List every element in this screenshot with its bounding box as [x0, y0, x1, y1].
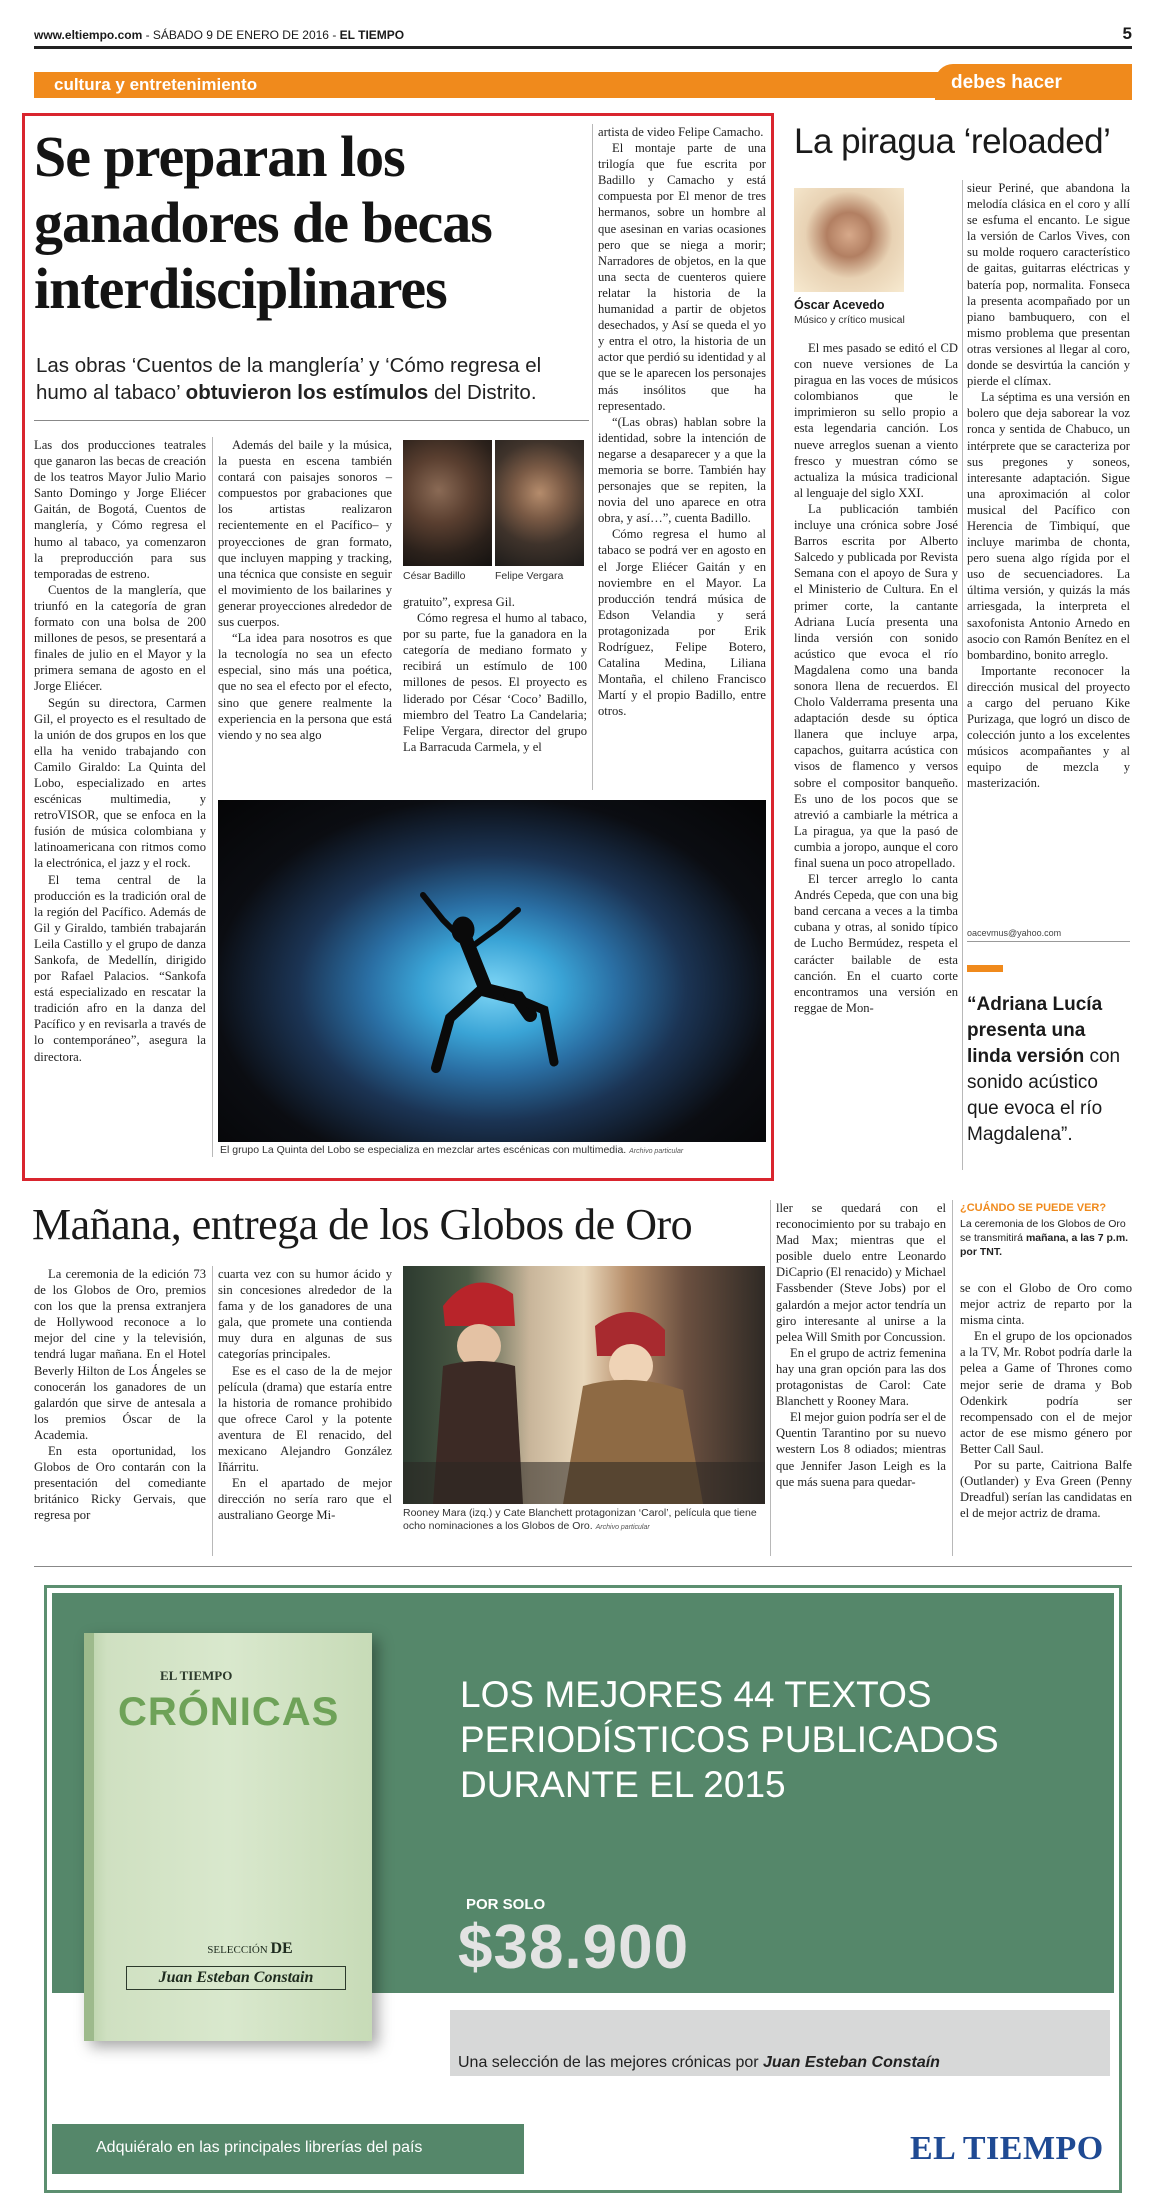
site-url[interactable]: www.eltiempo.com	[34, 28, 143, 42]
glob-c3-p3: El mejor guion podría ser el de Quentin Tarantino por su nuevo western Los 8 odiados; mientras que Jennifer Jason Leigh es la que más suena para quedar-	[776, 1410, 946, 1489]
main-c2-p2: “La idea para nosotros es que la tecnología no sea un efecto especial, sino más una poética, que no sea el efecto por el efecto, sino que genere realmente la experiencia en la persona que está viendo y no sea algo	[218, 631, 392, 742]
glob-c4-p2: En el grupo de los opcionados a la TV, Mr. Robot podría darle la pelea a Game of Thrones como mejor serie de drama y Bob Odenkirk podría ser recompensado con el de mejor actor de ese mismo género por Better Call Saul.	[960, 1329, 1132, 1456]
book-spine	[84, 1633, 94, 2041]
author-name: Óscar Acevedo	[794, 298, 885, 312]
main-column-4	[598, 124, 766, 719]
pir-c2-p2: La séptima es una versión en bolero que deja saborear la voz ronca y sentida de Chabuco, un intérprete que se caracteriza por sus pregones y soneos, interesante adaptación. Sigue una aproximación al color musical del Pacífico con Herencia de Timbiquí, que incluye marimba de chonta, pero suena algo rígida por el uso de secuenciadores. La última versión, y quizás la más arriesgada, la interpreta el saxofonista Antonio Arnedo en asocio con Ramón Benítez en el bombardino, bonito arreglo.	[967, 390, 1130, 662]
glob-c2-p3: En el apartado de mejor dirección no sería raro que el australiano George Mi-	[218, 1476, 392, 1523]
broadcast-title: ¿CUÁNDO SE PUEDE VER?	[960, 1202, 1107, 1214]
dancer-caption-text: El grupo La Quinta del Lobo se especializa en mezclar artes escénicas con multimedia.	[220, 1144, 627, 1156]
main-deck	[36, 352, 584, 406]
pullquote-marker	[967, 965, 1003, 972]
section-tag	[935, 64, 1132, 100]
main-headline-line1: Se preparan los	[34, 124, 405, 189]
page-header	[34, 24, 1132, 46]
pullquote-regular: con sonido acústico que evoca el río Magdalena”.	[967, 1046, 1121, 1145]
ad-headline-line2: PERIODÍSTICOS PUBLICADOS	[460, 1719, 999, 1760]
glob-c4-p1: se con el Globo de Oro como mejor actriz de reparto por la misma cinta.	[960, 1281, 1132, 1328]
main-column-1	[34, 437, 206, 1065]
ad-headline-line1: LOS MEJORES 44 TEXTOS	[460, 1674, 932, 1715]
main-column-2	[218, 437, 392, 743]
broadcast-text-bold: mañana, a las 7 p.m. por TNT.	[960, 1232, 1129, 1258]
deck-rule	[34, 420, 589, 421]
dancer-photo-credit: Archivo particular	[629, 1148, 684, 1155]
carol-caption	[403, 1507, 765, 1534]
glob-c4-p3: Por su parte, Caitriona Balfe (Outlander) y Eva Green (Penny Dreadful) serían las candidatas en el de mejor actriz de drama.	[960, 1458, 1132, 1521]
dancer-photo	[218, 800, 766, 1142]
glob-c3-p2: En el grupo de actriz femenina hay una gran opción para las dos protagonistas de Carol: Cate Blanchett y Rooney Mara.	[776, 1345, 946, 1409]
section-title: cultura y entretenimiento	[54, 75, 258, 94]
ad-price: $38.900	[458, 1913, 690, 1982]
portrait-felipe-vergara	[495, 440, 584, 566]
section-rule	[34, 1566, 1132, 1567]
ad-cta-button[interactable]	[52, 2124, 524, 2174]
main-c1-p3: Según su directora, Carmen Gil, el proyecto es el resultado de la unión de dos grupos en los que ella ha venido trabajando con Camilo Giraldo: La Quinta del Lobo, especializado en artes escénicas multimedia, y retroVISOR, que se enfoca en la fusión de música colombiana y latinoamericana con ritmos como la electrónica, el jazz y el rock.	[34, 695, 206, 871]
globos-column-4	[960, 1280, 1132, 1521]
carol-photo	[403, 1266, 765, 1504]
globos-column-1	[34, 1266, 206, 1524]
glob-c2-p1: cuarta vez con su humor ácido y sin concesiones alrededor de la fama y de los ganadores de una gala, que promete una contienda muy dura en algunas de sus categorías principales.	[218, 1267, 392, 1362]
deck-end: del Distrito.	[428, 381, 537, 404]
page-number: 5	[1122, 24, 1132, 43]
col-divider	[212, 1266, 213, 1556]
author-photo	[794, 188, 904, 292]
book-author: Juan Esteban Constain	[126, 1966, 346, 1990]
glob-c1-p2: En esta oportunidad, los Globos de Oro contarán con la presentación del comediante británico Ricky Gervais, que regresa por	[34, 1444, 206, 1523]
main-c2-p1: Además del baile y la música, la puesta en escena también contará con paisajes sonoros –compuestos por grabaciones que los artistas realizaron recientemente en el Pacífico– y proyecciones de gran formato, que incluyen mapping y tracking, una técnica que consiste en seguir el movimiento de los bailarines y generar proyecciones alrededor de sus cuerpos.	[218, 438, 392, 630]
pullquote-bold: “Adriana Lucía presenta una linda versión	[967, 994, 1103, 1067]
col-divider	[952, 1200, 953, 1556]
main-c4-p1: artista de video Felipe Camacho.	[598, 125, 764, 139]
book-title: CRÓNICAS	[118, 1690, 340, 1734]
main-c4-p4: Cómo regresa el humo al tabaco se podrá ver en agosto en el Jorge Eliécer Gaitán y en noviembre en el Mayor. La producción tendrá música de Edson Velandia y será protagonizada por Erik Rodríguez, Felipe Botero, Catalina Medina, Liliana Montaña, el chileno Francisco Martí y el propio Badillo, entre otros.	[598, 527, 766, 719]
piragua-column-2	[967, 180, 1130, 792]
portrait-cesar-badillo	[403, 440, 492, 566]
ad-headline-line3: DURANTE EL 2015	[460, 1764, 786, 1805]
piragua-column-1	[794, 340, 958, 1016]
broadcast-text	[960, 1217, 1132, 1259]
header-paper: EL TIEMPO	[339, 28, 405, 42]
dancer-caption	[220, 1144, 766, 1156]
broadcast-box	[960, 1202, 1132, 1259]
globos-headline: Mañana, entrega de los Globos de Oro	[32, 1200, 693, 1249]
main-headline	[34, 124, 594, 322]
book-selection	[150, 1940, 350, 1958]
main-c1-p1: Las dos producciones teatrales que ganaron las becas de creación de los teatros Mayor Julio Mario Santo Domingo y Jorge Eliécer Gaitán, de Bogotá, Cuentos de manglería, y Cómo regresa el humo al tabaco, ya comenzaron la preproducción para sus temporadas de estreno.	[34, 438, 206, 581]
section-tag-label: debes hacer	[951, 72, 1062, 93]
main-column-3	[403, 594, 587, 755]
col-divider	[962, 180, 963, 1170]
pir-c2-p1: sieur Periné, que abandona la melodía clásica en el coro y allí se esfuma el encanto. Le sigue la versión de Carlos Vives, con su molde roquero característico de gaitas, guitarras eléctricas y batería pop, normalita. Fonseca la presenta acompañado por un piano bambuquero, con el mismo problema que presentan otras versiones al llegar al coro, donde se desvirtúa la canción y pierde el clímax.	[967, 181, 1130, 389]
pir-c2-p3: Importante reconocer la dirección musical del proyecto a cargo del peruano Kike Purizaga, que logró un disco de colección junto a los excelentes músicos acompañantes y al equipo de mezcla y masterización.	[967, 663, 1130, 791]
main-c1-p2: Cuentos de la manglería, que triunfó en la categoría de gran formato con una bolsa de 200 millones de pesos, se presentará a finales de julio en el Mayor y la primera semana de agosto en el Jorge Eliécer.	[34, 582, 206, 694]
portrait-caption-1: César Badillo	[403, 570, 466, 582]
portrait-caption-2: Felipe Vergara	[495, 570, 564, 582]
main-headline-line3: interdisciplinares	[34, 256, 447, 321]
globos-column-2	[218, 1266, 392, 1524]
carol-scene	[403, 1266, 765, 1504]
deck-bold: obtuvieron los estímulos	[185, 381, 429, 404]
ad-cta-label: Adquiéralo en las principales librerías del país	[96, 2139, 423, 2156]
glob-c3-p1: ller se quedará con el reconocimiento por su trabajo en Mad Max; mientras que el posible duelo entre Leonardo DiCaprio (El renacido) y Michael Fassbender (Steve Jobs) por el galardón a mejor actor tendría un giro interesante al unirse a la pelea Will Smith por Concussion.	[776, 1201, 946, 1344]
header-date: - SÁBADO 9 DE ENERO DE 2016 -	[142, 28, 340, 42]
ad-tagline-text: Una selección de las mejores crónicas por	[458, 2054, 764, 2071]
col-divider	[770, 1200, 771, 1556]
main-c3-p2: Cómo regresa el humo al tabaco, por su parte, fue la ganadora en la categoría de mediano formato y recibirá un estímulo de 100 millones de pesos. El proyecto es liderado por César ‘Coco’ Badillo, miembro del Teatro La Candelaria; Felipe Vergara, director del grupo La Barracuda Carmela, y el	[403, 611, 587, 754]
col-divider	[592, 124, 593, 790]
deck-text: Las obras ‘Cuentos de la manglería’ y ‘Cómo regresa el humo al tabaco’	[36, 354, 542, 404]
main-c1-p4: El tema central de la producción es la tradición oral de la región del Pacífico. Además de Gil y Giraldo, también trabajarán Leila Castillo y el grupo de danza Sankofa, de Medellín, dirigido por Rafael Palacios. “Sankofa está especializado en rescatar la tradición afro en la danza del Pacífico y en revisarla a través de lo contemporáneo”, asegura la directora.	[34, 872, 206, 1064]
author-email[interactable]: oacevmus@yahoo.com	[967, 928, 1062, 938]
book-sel-de: DE	[270, 1940, 293, 1957]
main-c4-p3: “(Las obras) hablan sobre la identidad, sobre la intención de negarse a desaparecer y a que la memoria se borre. También hay personajes que se repiten, la novia del uno aparece en otra obra, y así…”, cuenta Badillo.	[598, 414, 766, 526]
book-sel-label: SELECCIÓN	[207, 1944, 268, 1956]
header-rule	[34, 46, 1132, 49]
globos-column-3	[776, 1200, 946, 1490]
pir-c1-p1: El mes pasado se editó el CD con nueve versiones de La piragua en las voces de músicos colombianos que le imprimieron su sello propio a esta legendaria canción. Los nueve arreglos suenan a viento fresco y muestran cómo se actualiza la música tradicional al lenguaje del siglo XXI.	[794, 341, 958, 500]
pullquote	[967, 992, 1132, 1148]
pir-c1-p3: El tercer arreglo lo canta Andrés Cepeda, que con una big band cercana a veces a la timba cubana y otras, al sonido típico de Lucho Bermúdez, respeta el carácter bailable de esta canción. En el cuarto corte encontramos una versión en reggae de Mon-	[794, 872, 958, 1015]
ad-tagline	[458, 2054, 940, 2072]
eltiempo-logo[interactable]: EL TIEMPO	[910, 2130, 1104, 2167]
main-headline-line2: ganadores de becas	[34, 190, 492, 255]
carol-photo-credit: Archivo particular	[595, 1524, 650, 1531]
col-divider	[212, 437, 213, 1157]
ad-tagline-bold: Juan Esteban Constaín	[763, 2054, 940, 2071]
main-c3-p1: gratuito”, expresa Gil.	[403, 595, 515, 609]
ad-price-label: POR SOLO	[466, 1896, 546, 1913]
glob-c2-p2: Ese es el caso de la de mejor película (drama) que estaría entre la historia de romance prohibido que ofrece Carol y la potente aventura de El renacido, del mexicano Alejandro González Iñárritu.	[218, 1363, 392, 1475]
dancer-figure	[218, 800, 766, 1142]
glob-c1-p1: La ceremonia de la edición 73 de los Globos de Oro, premios con los que la prensa extranjera de Hollywood reconoce a lo mejor del cine y la televisión, tendrá lugar mañana. En el Hotel Beverly Hilton de Los Ángeles se conocerán los ganadores de un galardón que sirve de antesala a los premios Óscar de la Academia.	[34, 1267, 206, 1442]
email-rule	[967, 941, 1130, 942]
ad-headline	[460, 1672, 1100, 1807]
carol-caption-text: Rooney Mara (izq.) y Cate Blanchett protagonizan ‘Carol’, película que tiene ocho nominaciones a los Globos de Oro.	[403, 1507, 757, 1532]
author-role: Músico y crítico musical	[794, 314, 905, 326]
pir-c1-p2: La publicación también incluye una crónica sobre José Barros escrita por Alberto Salcedo y publicada por Revista Semana con el apoyo de Sura y el Ministerio de Cultura. En el primer corte, la cantante Adriana Lucía presenta una linda versión con sonido acústico que evoca el río Magdalena como una banda sonora llena de recuerdos. El Cholo Valderrama presenta una adaptación desde su óptica llanera que incluye arpa, capachos, guitarra acústica con visos de flamenco y versos sobre el compositor banqueño. Es uno de los pocos que se atrevió a cambiarle la métrica a La piragua, ya que la pasó de cumbia a joropo, aunque el coro final suena un poco atropellado.	[794, 501, 958, 870]
main-c4-p2: El montaje parte de una trilogía que fue escrita por Badillo y Camacho y está compuesta por El menor de tres hermanos, sobre un hombre al que asesinan en varias ocasiones pero que se niega a morir; Narradores de objetos, en la que una secta de cuenteros quiere relatar la historia de la humanidad a partir de objetos desechados, y Así se queda el yo y entra el otro, la historia de un actor que perdió su identidad y al que se le aparecen los personajes más insólitos que ha representado.	[598, 141, 766, 413]
broadcast-text-pre: La ceremonia de los Globos de Oro se transmitirá	[960, 1218, 1126, 1244]
piragua-headline: La piragua ‘reloaded’	[794, 122, 1111, 161]
book-brand: EL TIEMPO	[160, 1668, 233, 1683]
